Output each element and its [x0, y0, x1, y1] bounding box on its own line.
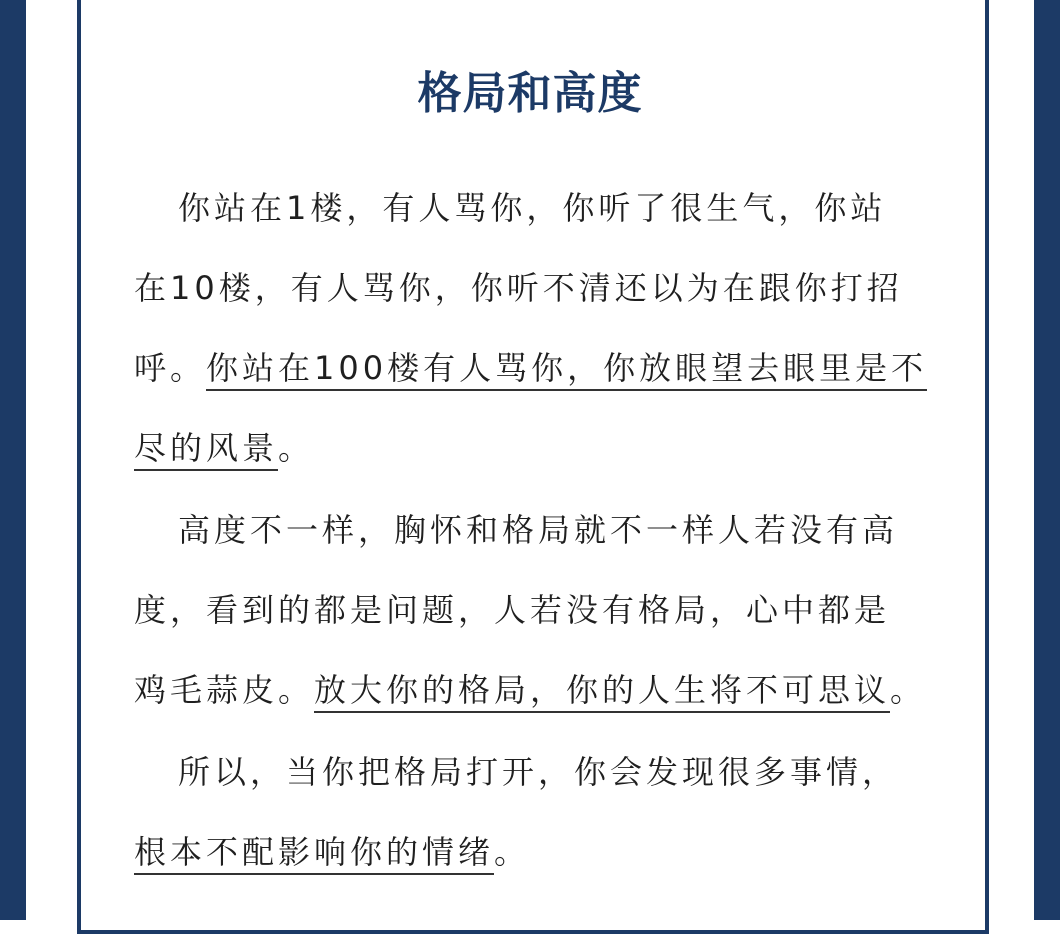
text-line: 呼。你站在100楼有人骂你，你放眼望去眼里是不 — [134, 346, 927, 390]
underlined-text: 根本不配影响你的情绪 — [134, 833, 494, 875]
text-line: 度，看到的都是问题，人若没有格局，心中都是 — [134, 591, 891, 629]
text-line: 鸡毛蒜皮。放大你的格局，你的人生将不可思议。 — [134, 668, 926, 712]
right-border-bar — [1034, 0, 1060, 920]
left-border-bar — [0, 0, 26, 920]
underlined-text: 你站在100楼有人骂你，你放眼望去眼里是不 — [206, 349, 927, 391]
text-line: 所以，当你把格局打开，你会发现很多事情， — [178, 753, 899, 791]
text-line: 在10楼，有人骂你，你听不清还以为在跟你打招 — [134, 269, 903, 307]
text-line: 你站在1楼，有人骂你，你听了很生气，你站 — [178, 189, 887, 227]
text-line: 高度不一样，胸怀和格局就不一样人若没有高 — [178, 511, 899, 549]
text-line: 根本不配影响你的情绪。 — [134, 830, 530, 874]
text-line: 尽的风景。 — [134, 426, 314, 470]
underlined-text: 尽的风景 — [134, 429, 278, 471]
page-title: 格局和高度 — [417, 68, 643, 119]
underlined-text: 放大你的格局，你的人生将不可思议 — [314, 671, 890, 713]
